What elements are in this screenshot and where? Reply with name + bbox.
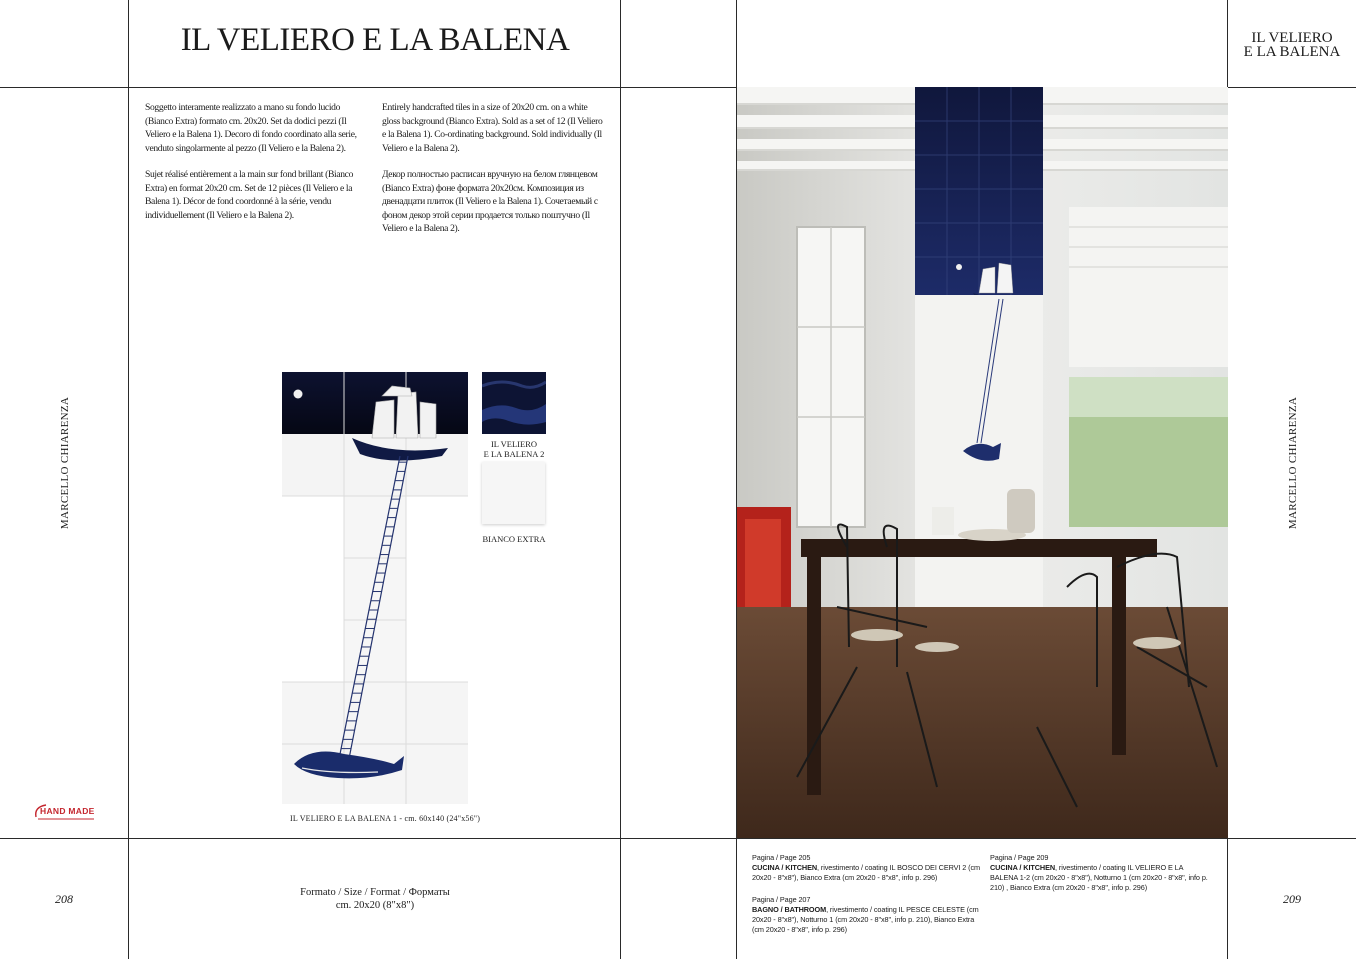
tile-composition-image (282, 372, 468, 804)
description-italian: Soggetto interamente realizzato a mano su fondo lucido (Bianco Extra) formato cm. 20x20. Set da dodici pezzi (Il Veliero e la Balena 1). Decoro di fondo coordinato alla serie, venduto singolarmente al pezzo (Il Veliero e la Balena 2). (145, 102, 357, 154)
credit-text: , rivestimento / coating IL PESCE CELESTE (cm 20x20 - 8"x8"), Notturno 1 (cm 20x20 - 8"x8", info p. 210), Bianco Extra (cm 20x20 - 8"x8", info p. 296) (752, 905, 979, 934)
credit-page: Pagina / Page 209 (990, 853, 1049, 862)
composition-caption: IL VELIERO E LA BALENA 1 - cm. 60x140 (24"x56") (290, 814, 481, 823)
column-rule (128, 0, 129, 959)
credit-text: , rivestimento / coating IL VELIERO E LA BALENA 1-2 (cm 20x20 - 8"x8"), Notturno 1 (cm 20x20 - 8"x8", info p. 210) , Bianco Extra (cm 20x20 - 8"x8", info p. 296) (990, 863, 1208, 892)
designer-name-left: MARCELLO CHIARENZA (59, 396, 71, 530)
running-title (1228, 31, 1356, 59)
credit-room: BAGNO / BATHROOM (752, 905, 827, 914)
hand-made-logo-text: HAND MADE (40, 806, 95, 816)
photo-credit-page-205 (752, 853, 980, 883)
page-number-right: 209 (1283, 892, 1301, 906)
credit-body (752, 905, 980, 935)
tile-bianco-extra-label: BIANCO EXTRA (482, 534, 546, 544)
footer-rule (0, 838, 1356, 839)
kitchen-interior-photo (737, 87, 1228, 838)
credit-body (990, 863, 1208, 893)
tile-balena2-label (478, 439, 550, 459)
photo-credit-page-209 (990, 853, 1208, 893)
format-size: cm. 20x20 (8"x8") (335, 900, 415, 911)
credit-page: Pagina / Page 205 (752, 853, 811, 862)
page-title: IL VELIERO E LA BALENA (180, 22, 570, 58)
credit-room: CUCINA / KITCHEN (752, 863, 818, 872)
credit-text: , rivestimento / coating IL BOSCO DEI CERVI 2 (cm 20x20 - 8"x8"), Bianco Extra (cm 20x20 - 8"x8", info p. 296) (752, 863, 981, 882)
description-russian: Декор полностью расписан вручную на белом глянцевом (Bianco Extra) фоне формата 20x20см. Композиция из двенадцати плиток (Il Veliero e la Balena 1). Сочетаемый с фоном декор этой серии продается только поштучно (Il Veliero e la Balena 2). (382, 169, 598, 235)
hand-made-logo (32, 801, 100, 821)
tile-label-line: IL VELIERO (490, 439, 538, 449)
tile-label-line: E LA BALENA 2 (483, 449, 545, 459)
credit-body (752, 863, 980, 883)
credit-room: CUCINA / KITCHEN (990, 863, 1056, 872)
tile-bianco-extra-swatch (482, 462, 545, 524)
description-french: Sujet réalisé entièrement a la main sur fond brillant (Bianco Extra) en format 20x20 cm. Set de 12 pièces (Il Veliero e la Balena 1). Décor de fond coordonné à la série, vendu individuellement (Il Veliero e la Balena 2). (145, 169, 354, 221)
credit-page: Pagina / Page 207 (752, 895, 811, 904)
designer-name-right: MARCELLO CHIARENZA (1287, 396, 1299, 530)
format-label: Formato / Size / Format / Форматы (300, 887, 450, 898)
running-title-line: E LA BALENA (1243, 44, 1341, 60)
column-rule (620, 0, 621, 959)
format-info (130, 886, 620, 912)
photo-credit-page-207 (752, 895, 980, 935)
description-english: Entirely handcrafted tiles in a size of 20x20 cm. on a white gloss background (Bianco Extra). Sold as a set of 12 (Il Veliero e la Balena 1). Co-ordinating background. Sold individually (Il Veliero e la Balena 2). (382, 102, 603, 154)
page-number-left: 208 (55, 892, 73, 906)
running-title-line: IL VELIERO (1251, 30, 1333, 46)
tile-balena2-swatch (482, 372, 546, 434)
